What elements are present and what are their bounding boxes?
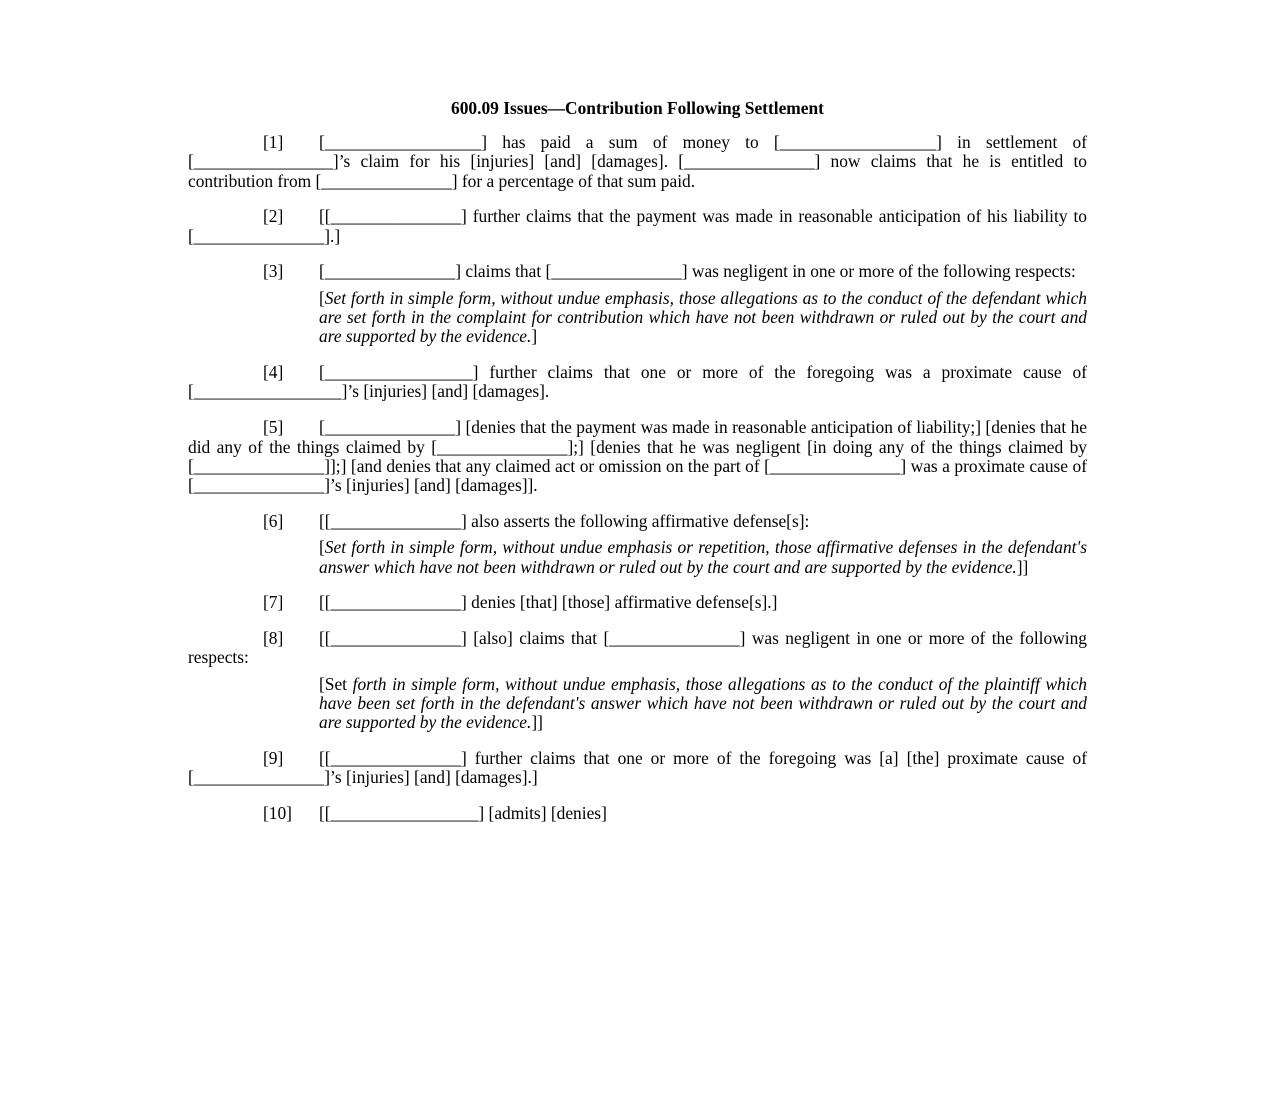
paragraph-8 [188,629,1087,668]
paragraph-9 [188,749,1087,788]
paragraph-text: [__________________] has paid a sum of money to [__________________] in settlement of [________________]’s claim for his [injuries] [and] [damages]. [_______________] now claims that he is entitled to contribution from [_______________] for a percentage of that sum paid. [188,132,1087,191]
paragraph-4 [188,363,1087,402]
paragraph-number: [6] [263,510,284,531]
paragraph-text: [[_______________] further claims that one or more of the foregoing was [a] [the] proximate cause of [_______________]’s [injuries] [and] [damages].] [188,748,1087,788]
note-close-bracket: ]] [1016,556,1029,577]
instruction-note-plaintiff-conduct [319,675,1087,733]
paragraph-text: [[_______________] denies [that] [those] affirmative defense[s].] [319,592,778,613]
paragraph-text: [[_______________] [also] claims that [_______________] was negligent in one or more of the following respects: [188,628,1087,668]
paragraph-number: [10] [263,803,292,824]
paragraph-text: [_________________] further claims that one or more of the foregoing was a proximate cause of [_________________]’s [injuries] [and] [damages]. [188,362,1087,402]
instruction-note-affirmative-defenses [319,538,1087,577]
note-open-bracket: [ [319,287,325,308]
note-close-bracket: ] [531,326,538,347]
paragraph-text: [_______________] claims that [_______________] was negligent in one or more of the following respects: [319,261,1076,282]
note-italic-text: Set forth in simple form, without undue emphasis or repetition, those affirmative defenses in the defendant's answer which have not been withdrawn or ruled out by the court and are supported by the evidence. [319,537,1087,577]
paragraph-10 [188,804,1087,823]
paragraph-2 [188,207,1087,246]
paragraph-number: [1] [263,132,284,152]
paragraph-text: [[_________________] [admits] [denies] [319,803,607,824]
paragraph-number: [3] [263,261,284,282]
paragraph-1 [188,133,1087,191]
paragraph-number: [4] [263,362,284,383]
paragraph-3 [188,262,1087,281]
note-close-bracket: ]] [531,712,543,733]
paragraph-number: [8] [263,628,284,649]
paragraph-number: [7] [263,592,284,613]
paragraph-text: [_______________] [denies that the payment was made in reasonable anticipation of liability;] [denies that he did any of the things claimed by [_______________];] [denies that he was negligent [in doing any of the things claimed by [_______________]];] [and denies that any claimed act or omission on the part of [_______________] was a proximate cause of [_______________]’s [injuries] [and] [damages]]. [188,417,1087,496]
paragraph-6 [188,512,1087,531]
paragraph-text: [[_______________] further claims that the payment was made in reasonable anticipation of his liability to [_______________].] [188,206,1087,246]
note-italic-text: Set forth in simple form, without undue emphasis, those allegations as to the conduct of the defendant which are set forth in the complaint for contribution which have not been withdrawn or ruled out by the court and are supported by the evidence. [319,287,1087,347]
paragraph-number: [2] [263,206,284,227]
document-page [188,98,1087,840]
paragraph-5 [188,418,1087,495]
paragraph-text: [[_______________] also asserts the following affirmative defense[s]: [319,510,810,531]
note-open-bracket: [Set [319,673,348,694]
document-title: 600.09 Issues—Contribution Following Settlement [451,98,824,118]
paragraph-number: [5] [263,417,284,438]
instruction-note-defendant-conduct [319,289,1087,347]
paragraph-number: [9] [263,748,284,769]
note-open-bracket: [ [319,537,325,558]
paragraph-7 [188,593,1087,612]
note-italic-text: forth in simple form, without undue emphasis, those allegations as to the conduct of the plaintiff which have been set forth in the defendant's answer which have not been withdrawn or ruled out by the court and are supported by the evidence. [319,673,1087,733]
